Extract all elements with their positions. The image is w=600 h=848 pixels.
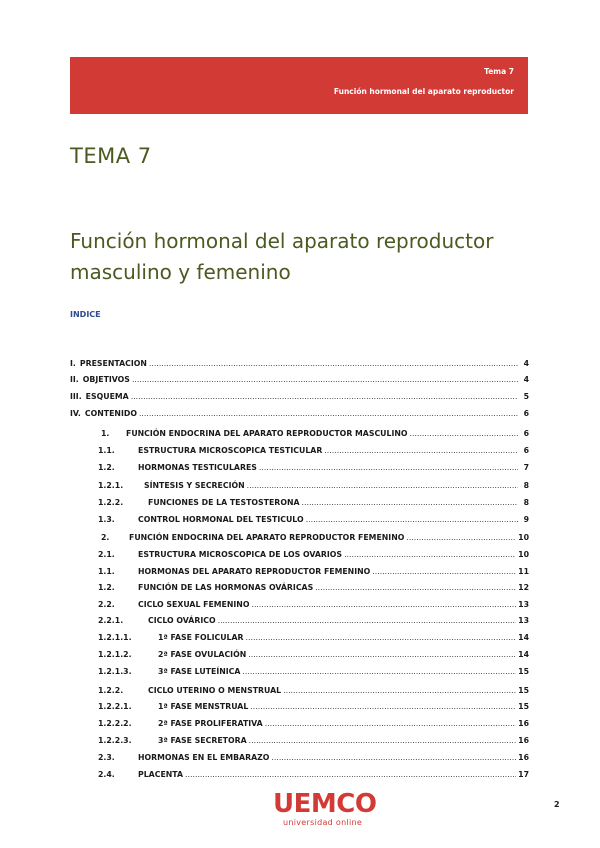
toc-entry[interactable] [70,480,529,492]
toc-entry-title: HORMONAS TESTICULARES [138,463,257,472]
toc-entry-number: IV. [70,409,81,418]
toc-leader-dots [259,462,518,474]
toc-entry-page: 12 [518,583,529,592]
toc-leader-dots [410,428,518,440]
toc-entry-page: 15 [518,686,529,695]
toc-leader-dots [249,735,517,747]
toc-entry[interactable] [70,408,529,420]
toc-entry[interactable] [70,462,529,474]
toc-entry-number: 1.2.2.2. [98,719,132,728]
toc-entry-number: 2.2. [98,600,115,609]
topic-heading: TEMA 7 [70,144,152,168]
index-label: INDICE [70,310,101,319]
page-number: 2 [554,800,560,809]
toc-entry-title: ESQUEMA [85,392,129,401]
toc-entry-title: PRESENTACION [79,359,147,368]
toc-entry-page: 13 [518,600,529,609]
toc-entry-title: CICLO OVÁRICO [148,616,216,625]
toc-entry[interactable] [70,685,529,697]
toc-entry-page: 14 [518,650,529,659]
toc-entry-number: 2.3. [98,753,115,762]
logo-wordmark: UEMCO [273,789,377,819]
toc-entry-title: CONTENIDO [84,409,137,418]
header-banner [70,57,528,114]
toc-entry-page: 16 [518,753,529,762]
toc-entry-number: 1.3. [98,515,115,524]
toc-entry-page: 17 [518,770,529,779]
toc-entry[interactable] [70,632,529,644]
toc-leader-dots [242,666,516,678]
toc-entry-title: FUNCIÓN DE LAS HORMONAS OVÁRICAS [138,583,314,592]
toc-entry-title: FUNCIONES DE LA TESTOSTERONA [148,498,300,507]
toc-entry-page: 15 [518,667,529,676]
toc-entry-title: 2ª FASE PROLIFERATIVA [158,719,263,728]
toc-entry-number: 1.2.2.3. [98,736,132,745]
toc-leader-dots [271,752,516,764]
toc-entry[interactable] [70,374,529,386]
toc-entry-page: 14 [518,633,529,642]
toc-entry-title: FUNCIÓN ENDOCRINA DEL APARATO REPRODUCTOR MASCULINO [126,429,408,438]
toc-entry-number: 2.2.1. [98,616,124,625]
header-subtitle: Función hormonal del aparato reproductor [333,87,514,96]
toc-entry[interactable] [70,599,529,611]
toc-entry-title: 1ª FASE MENSTRUAL [158,702,249,711]
toc-entry-number: 1.2.1.3. [98,667,132,676]
toc-entry[interactable] [70,445,529,457]
toc-entry-number: 2.4. [98,770,115,779]
toc-entry-page: 5 [523,392,529,401]
toc-entry-number: 1. [101,429,110,438]
toc-entry-number: 2.1. [98,550,115,559]
toc-entry-number: 1.2.1.1. [98,633,132,642]
toc-entry-page: 4 [523,375,529,384]
toc-leader-dots [149,358,518,370]
toc-leader-dots [406,532,516,544]
toc-entry-title: CICLO UTERINO O MENSTRUAL [148,686,282,695]
toc-entry[interactable] [70,514,529,526]
toc-entry[interactable] [70,391,529,403]
toc-entry[interactable] [70,549,529,561]
toc-entry-page: 10 [518,533,529,542]
toc-entry-title: 2ª FASE OVULACIÓN [158,650,247,659]
toc-entry-page: 11 [518,567,529,576]
toc-entry-page: 13 [518,616,529,625]
toc-entry-number: 2. [101,533,110,542]
toc-leader-dots [315,582,516,594]
toc-entry-title: 1ª FASE FOLICULAR [158,633,244,642]
toc-entry-number: III. [70,392,82,401]
toc-entry[interactable] [70,358,529,370]
toc-leader-dots [139,408,518,420]
toc-entry-number: 1.2.2. [98,498,124,507]
toc-entry-page: 16 [518,719,529,728]
toc-entry-title: CONTROL HORMONAL DEL TESTICULO [138,515,304,524]
toc-entry[interactable] [70,752,529,764]
toc-entry-page: 16 [518,736,529,745]
toc-leader-dots [324,445,518,457]
toc-leader-dots [251,599,516,611]
toc-entry-title: 3ª FASE LUTEÍNICA [158,667,241,676]
toc-entry-number: II. [70,375,79,384]
toc-entry[interactable] [70,649,529,661]
toc-entry[interactable] [70,701,529,713]
toc-leader-dots [248,649,516,661]
uemc-logo [273,790,398,830]
toc-entry-title: CICLO SEXUAL FEMENINO [138,600,250,609]
toc-leader-dots [372,566,516,578]
toc-entry-number: 1.2. [98,583,115,592]
toc-entry[interactable] [70,615,529,627]
toc-entry[interactable] [70,666,529,678]
toc-entry[interactable] [70,428,529,440]
toc-entry-number: 1.2.1. [98,481,124,490]
toc-entry-title: PLACENTA [138,770,184,779]
toc-entry-page: 9 [523,515,529,524]
toc-entry[interactable] [70,497,529,509]
toc-leader-dots [185,769,516,781]
toc-entry[interactable] [70,735,529,747]
toc-entry-page: 6 [523,446,529,455]
toc-leader-dots [218,615,517,627]
logo-tagline: universidad online [283,818,363,827]
header-topic: Tema 7 [484,67,514,76]
toc-entry-title: HORMONAS DEL APARATO REPRODUCTOR FEMENINO [138,567,371,576]
toc-entry-title: FUNCIÓN ENDOCRINA DEL APARATO REPRODUCTOR FEMENINO [129,533,405,542]
toc-entry-number: 1.1. [98,446,115,455]
toc-entry[interactable] [70,769,529,781]
toc-leader-dots [247,480,518,492]
toc-leader-dots [302,497,518,509]
toc-entry-page: 7 [523,463,529,472]
toc-entry-number: I. [70,359,76,368]
toc-leader-dots [265,718,516,730]
document-title: Función hormonal del aparato reproductor masculino y femenino [70,229,494,284]
toc-entry-page: 4 [523,359,529,368]
toc-entry-page: 8 [523,481,529,490]
toc-entry-title: SÍNTESIS Y SECRECIÓN [144,481,245,490]
toc-entry-title: 3ª FASE SECRETORA [158,736,247,745]
toc-entry-page: 8 [523,498,529,507]
toc-leader-dots [132,374,518,386]
toc-leader-dots [250,701,516,713]
toc-entry-title: HORMONAS EN EL EMBARAZO [138,753,270,762]
toc-entry-page: 15 [518,702,529,711]
toc-entry-number: 1.1. [98,567,115,576]
toc-entry-number: 1.2. [98,463,115,472]
toc-entry-page: 6 [523,409,529,418]
toc-entry-page: 10 [518,550,529,559]
toc-entry[interactable] [70,566,529,578]
toc-leader-dots [283,685,516,697]
toc-entry-title: OBJETIVOS [82,375,130,384]
toc-leader-dots [246,632,517,644]
toc-entry-number: 1.2.1.2. [98,650,132,659]
toc-leader-dots [344,549,516,561]
toc-entry[interactable] [70,532,529,544]
toc-entry-page: 6 [523,429,529,438]
toc-entry[interactable] [70,718,529,730]
toc-entry-title: ESTRUCTURA MICROSCOPICA DE LOS OVARIOS [138,550,343,559]
toc-entry-number: 1.2.2.1. [98,702,132,711]
toc-leader-dots [306,514,518,526]
toc-entry[interactable] [70,582,529,594]
toc-entry-title: ESTRUCTURA MICROSCOPICA TESTICULAR [138,446,323,455]
toc-entry-number: 1.2.2. [98,686,124,695]
toc-leader-dots [131,391,518,403]
